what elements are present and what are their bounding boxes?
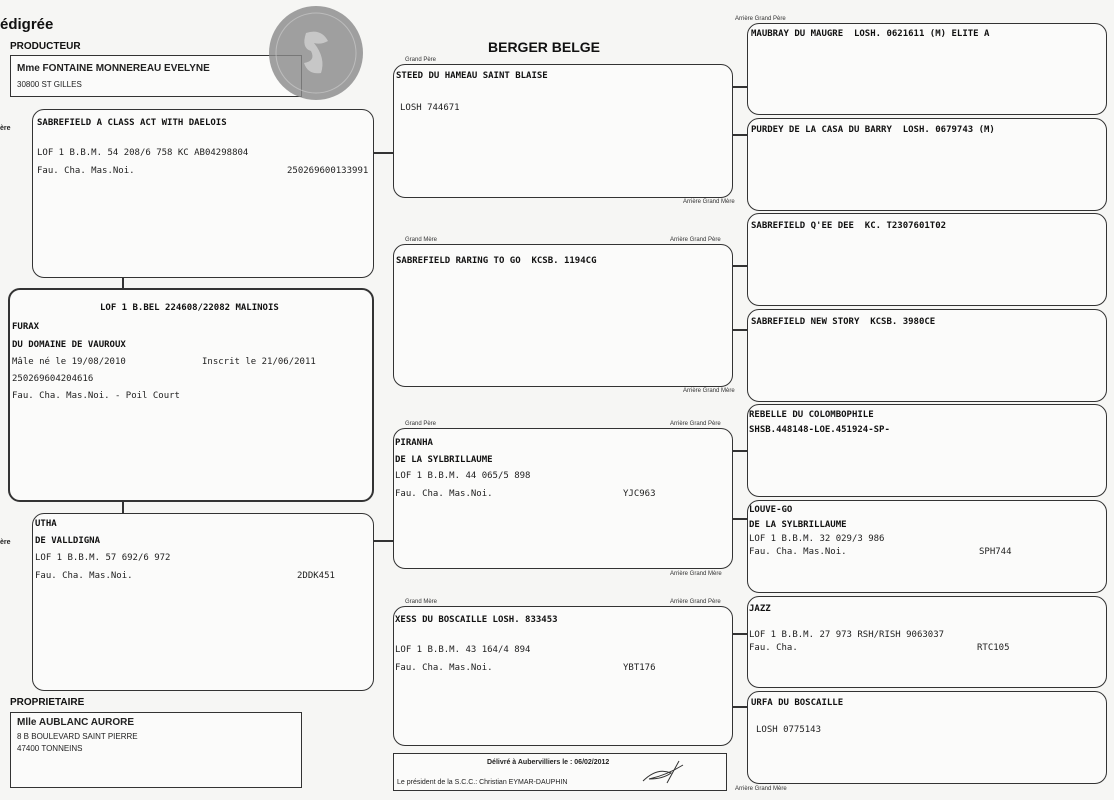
ggp6-colour: Fau. Cha. Mas.Noi.	[749, 547, 847, 557]
label-arriere-grand-pere: Arrière Grand Père	[670, 599, 721, 605]
gp2-id: YJC963	[623, 489, 656, 499]
great-grandparent-box	[747, 118, 1107, 211]
gm2-colour: Fau. Cha. Mas.Noi.	[395, 663, 493, 673]
mother-name: UTHA	[35, 519, 57, 529]
label-arriere-grand-pere: Arrière Grand Père	[670, 421, 721, 427]
ggp4-name: SABREFIELD NEW STORY KCSB. 3980CE	[751, 317, 936, 327]
connector	[732, 450, 747, 452]
mother-colour: Fau. Cha. Mas.Noi.	[35, 571, 133, 581]
ggp6-id: SPH744	[979, 547, 1012, 557]
great-grandparent-box	[747, 309, 1107, 402]
father-box	[32, 109, 374, 278]
dog-name: FURAX	[12, 322, 40, 332]
signature	[639, 759, 689, 787]
connector	[373, 152, 393, 154]
dog-colour: Fau. Cha. Mas.Noi. - Poil Court	[12, 391, 180, 401]
owner-name: Mlle AUBLANC AURORE	[17, 717, 135, 728]
ggp5-registration: SHSB.448148-LOE.451924-SP-	[749, 425, 890, 435]
ggp7-id: RTC105	[977, 643, 1010, 653]
club-seal	[266, 3, 366, 103]
label-grand-mere: Grand Mère	[405, 237, 438, 243]
mother-box	[32, 513, 374, 691]
mother-side-label: ère	[0, 539, 11, 546]
connector	[732, 633, 747, 635]
great-grandparent-box	[747, 596, 1107, 688]
delivery-box	[393, 753, 727, 791]
dog-affix: DU DOMAINE DE VAUROUX	[12, 340, 126, 350]
great-grandparent-box	[747, 213, 1107, 306]
label-arriere-grand-mere: Arrière Grand Mère	[670, 571, 722, 577]
dog-born: Mâle né le 19/08/2010	[12, 357, 126, 367]
label-grand-pere: Grand Père	[405, 421, 437, 427]
gp2-registration: LOF 1 B.B.M. 44 065/5 898	[395, 471, 531, 481]
grandfather-paternal-box	[393, 64, 733, 198]
owner-heading: PROPRIETAIRE	[10, 697, 85, 708]
label-grand-mere: Grand Mère	[405, 599, 438, 605]
connector	[732, 86, 747, 88]
father-colour: Fau. Cha. Mas.Noi.	[37, 166, 135, 176]
ggp3-name: SABREFIELD Q'EE DEE KC. T2307601T02	[751, 221, 947, 231]
connector	[732, 265, 747, 267]
gm2-id: YBT176	[623, 663, 656, 673]
label-arriere-grand-mere: Arrière Grand Mère	[683, 388, 735, 394]
father-registration: LOF 1 B.B.M. 54 208/6 758 KC AB04298804	[37, 148, 249, 158]
gp1-name: STEED DU HAMEAU SAINT BLAISE	[396, 71, 548, 81]
label-arriere-grand-pere: Arrière Grand Père	[735, 16, 786, 22]
dog-box	[8, 288, 374, 502]
connector	[732, 329, 747, 331]
owner-address-line1: 8 B BOULEVARD SAINT PIERRE	[17, 732, 138, 741]
owner-box	[10, 712, 302, 788]
ggp7-name: JAZZ	[749, 604, 771, 614]
ggp1-name: MAUBRAY DU MAUGRE LOSH. 0621611 (M) ELITE A	[751, 29, 990, 39]
connector	[732, 134, 747, 136]
ggp5-name: REBELLE DU COLOMBOPHILE	[749, 410, 874, 420]
great-grandparent-box	[747, 500, 1107, 593]
gm2-name: XESS DU BOSCAILLE LOSH. 833453	[395, 615, 558, 625]
gp1-registration: LOSH 744671	[400, 103, 460, 113]
grandmother-maternal-box	[393, 606, 733, 746]
father-id: 250269600133991	[287, 166, 369, 176]
label-arriere-grand-mere: Arrière Grand Mère	[735, 786, 787, 792]
great-grandparent-box	[747, 691, 1107, 784]
grandfather-maternal-box	[393, 428, 733, 569]
gm2-registration: LOF 1 B.B.M. 43 164/4 894	[395, 645, 531, 655]
label-arriere-grand-pere: Arrière Grand Père	[670, 237, 721, 243]
gp2-colour: Fau. Cha. Mas.Noi.	[395, 489, 493, 499]
great-grandparent-box	[747, 23, 1107, 115]
breed-title: BERGER BELGE	[488, 39, 601, 55]
producer-name: Mme FONTAINE MONNEREAU EVELYNE	[17, 63, 210, 74]
father-side-label: ère	[0, 125, 11, 132]
gp2-affix: DE LA SYLBRILLAUME	[395, 455, 493, 465]
ggp7-registration: LOF 1 B.B.M. 27 973 RSH/RISH 9063037	[749, 630, 945, 640]
producer-box	[10, 55, 302, 97]
great-grandparent-box	[747, 404, 1107, 497]
ggp6-name: LOUVE-GO	[749, 505, 793, 515]
mother-registration: LOF 1 B.B.M. 57 692/6 972	[35, 553, 171, 563]
ggp6-affix: DE LA SYLBRILLAUME	[749, 520, 847, 530]
page-title: édigrée	[0, 16, 54, 33]
grandmother-paternal-box	[393, 244, 733, 387]
gp2-name: PIRANHA	[395, 438, 433, 448]
producer-heading: PRODUCTEUR	[10, 41, 81, 52]
ggp2-name: PURDEY DE LA CASA DU BARRY LOSH. 0679743 (M)	[751, 125, 995, 135]
label-grand-pere: Grand Père	[405, 57, 437, 63]
owner-address-line2: 47400 TONNEINS	[17, 744, 83, 753]
mother-id: 2DDK451	[297, 571, 335, 581]
ggp8-name: URFA DU BOSCAILLE	[751, 698, 844, 708]
connector	[732, 518, 747, 520]
connector	[732, 706, 747, 708]
dog-registration: LOF 1 B.BEL 224608/22082 MALINOIS	[100, 303, 279, 313]
dog-inscribed: Inscrit le 21/06/2011	[202, 357, 316, 367]
mother-affix: DE VALLDIGNA	[35, 536, 101, 546]
producer-address: 30800 ST GILLES	[17, 80, 82, 89]
dog-chip: 250269604204616	[12, 374, 94, 384]
father-name: SABREFIELD A CLASS ACT WITH DAELOIS	[37, 118, 227, 128]
ggp7-colour: Fau. Cha.	[749, 643, 798, 653]
ggp8-registration: LOSH 0775143	[756, 725, 822, 735]
connector	[373, 540, 393, 542]
delivery-president: Le président de la S.C.C.: Christian EYMAR-DAUPHIN	[397, 779, 568, 786]
ggp6-registration: LOF 1 B.B.M. 32 029/3 986	[749, 534, 885, 544]
gm1-name: SABREFIELD RARING TO GO KCSB. 1194CG	[396, 256, 597, 266]
delivery-date: Délivré à Aubervilliers le : 06/02/2012	[487, 759, 610, 766]
label-arriere-grand-mere: Arrière Grand Mère	[683, 199, 735, 205]
